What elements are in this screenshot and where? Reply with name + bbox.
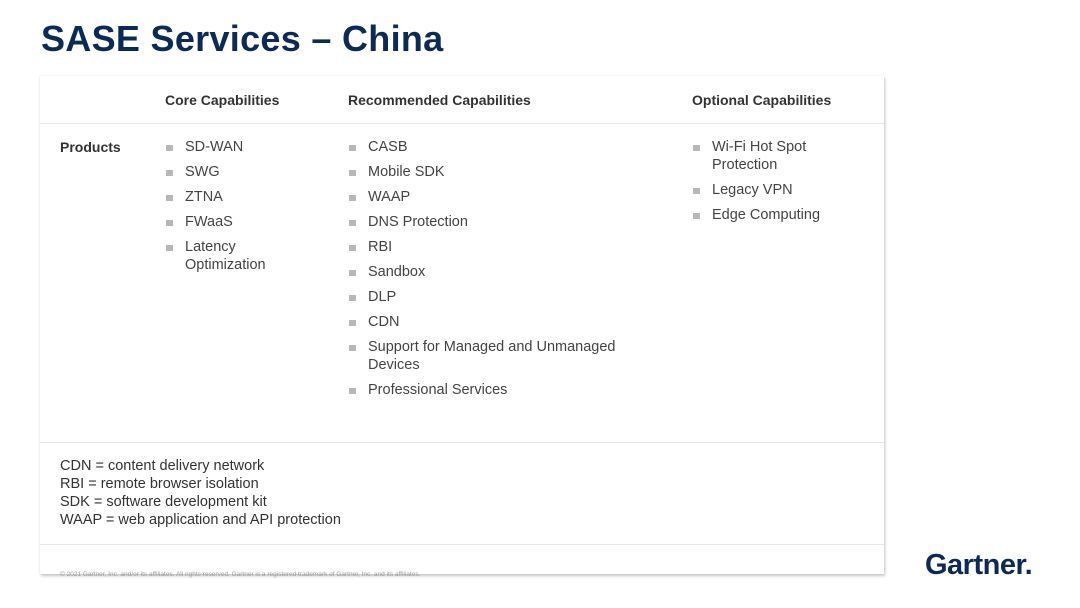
list-item [165,213,330,231]
list-item-text: WAAP [368,189,411,205]
list-item-text: CASB [368,139,408,155]
list-item-text: DLP [368,289,397,305]
list-item [348,138,666,156]
square-bullet-icon [166,220,173,226]
list-item [348,188,666,206]
square-bullet-icon [693,188,700,194]
note-line: SDK = software development kit [60,494,267,510]
list-item [692,181,872,199]
header-optional-capabilities: Optional Capabilities [692,92,832,108]
square-bullet-icon [349,345,356,351]
list-item-text: Latency Optimization [185,239,266,273]
gartner-logo [925,549,1032,582]
list-item-text: DNS Protection [368,214,468,230]
list-item-text: Sandbox [368,264,426,280]
row-label-products: Products [60,139,121,155]
capabilities-table [40,76,884,578]
header-core-capabilities: Core Capabilities [165,92,280,108]
list-item [692,206,872,224]
list-item-text: Professional Services [368,382,508,398]
square-bullet-icon [693,213,700,219]
list-item [348,263,666,281]
list-item [348,313,666,331]
square-bullet-icon [349,145,356,151]
list-item [692,138,842,174]
logo-dot-icon: . [1024,549,1033,581]
square-bullet-icon [166,145,173,151]
list-item-text: CDN [368,314,400,330]
square-bullet-icon [166,195,173,201]
list-item-text: RBI [368,239,393,255]
core-capabilities-list [165,138,330,281]
note-line: WAAP = web application and API protection [60,512,341,528]
list-item-text: SD-WAN [185,139,244,155]
note-line: CDN = content delivery network [60,458,265,474]
list-item-text: Wi-Fi Hot Spot Protection [712,139,807,173]
square-bullet-icon [349,295,356,301]
header-recommended-capabilities: Recommended Capabilities [348,92,531,108]
square-bullet-icon [349,270,356,276]
logo-text: Gartner [925,549,1025,581]
list-item-text: FWaaS [185,214,233,230]
abbreviation-notes [60,457,341,529]
copyright-notice: © 2021 Gartner, Inc. and/or its affiliates. All rights reserved. Gartner is a registered trademark of Gartner, Inc. and its affiliates. [60,571,421,578]
square-bullet-icon [166,170,173,176]
list-item-text: Support for Managed and Unmanaged Devices [368,339,616,373]
list-item [348,381,666,399]
list-item-text: SWG [185,164,220,180]
list-item [348,338,668,374]
list-item-text: Edge Computing [712,207,821,223]
list-item-text: ZTNA [185,189,223,205]
square-bullet-icon [349,220,356,226]
optional-capabilities-list [692,138,872,231]
slide-title: SASE Services – China [41,18,444,59]
square-bullet-icon [349,195,356,201]
list-item [348,238,666,256]
note-line: RBI = remote browser isolation [60,476,259,492]
list-item [165,188,330,206]
footer-divider [40,544,884,545]
square-bullet-icon [693,145,700,151]
list-item [165,163,330,181]
list-item [348,213,666,231]
list-item [165,138,330,156]
list-item-text: Legacy VPN [712,182,793,198]
list-item-text: Mobile SDK [368,164,445,180]
square-bullet-icon [166,245,173,251]
square-bullet-icon [349,245,356,251]
square-bullet-icon [349,320,356,326]
recommended-capabilities-list [348,138,666,406]
header-divider [40,123,884,124]
notes-divider [40,442,884,443]
square-bullet-icon [349,170,356,176]
list-item [348,163,666,181]
list-item [348,288,666,306]
square-bullet-icon [349,388,356,394]
list-item [165,238,285,274]
